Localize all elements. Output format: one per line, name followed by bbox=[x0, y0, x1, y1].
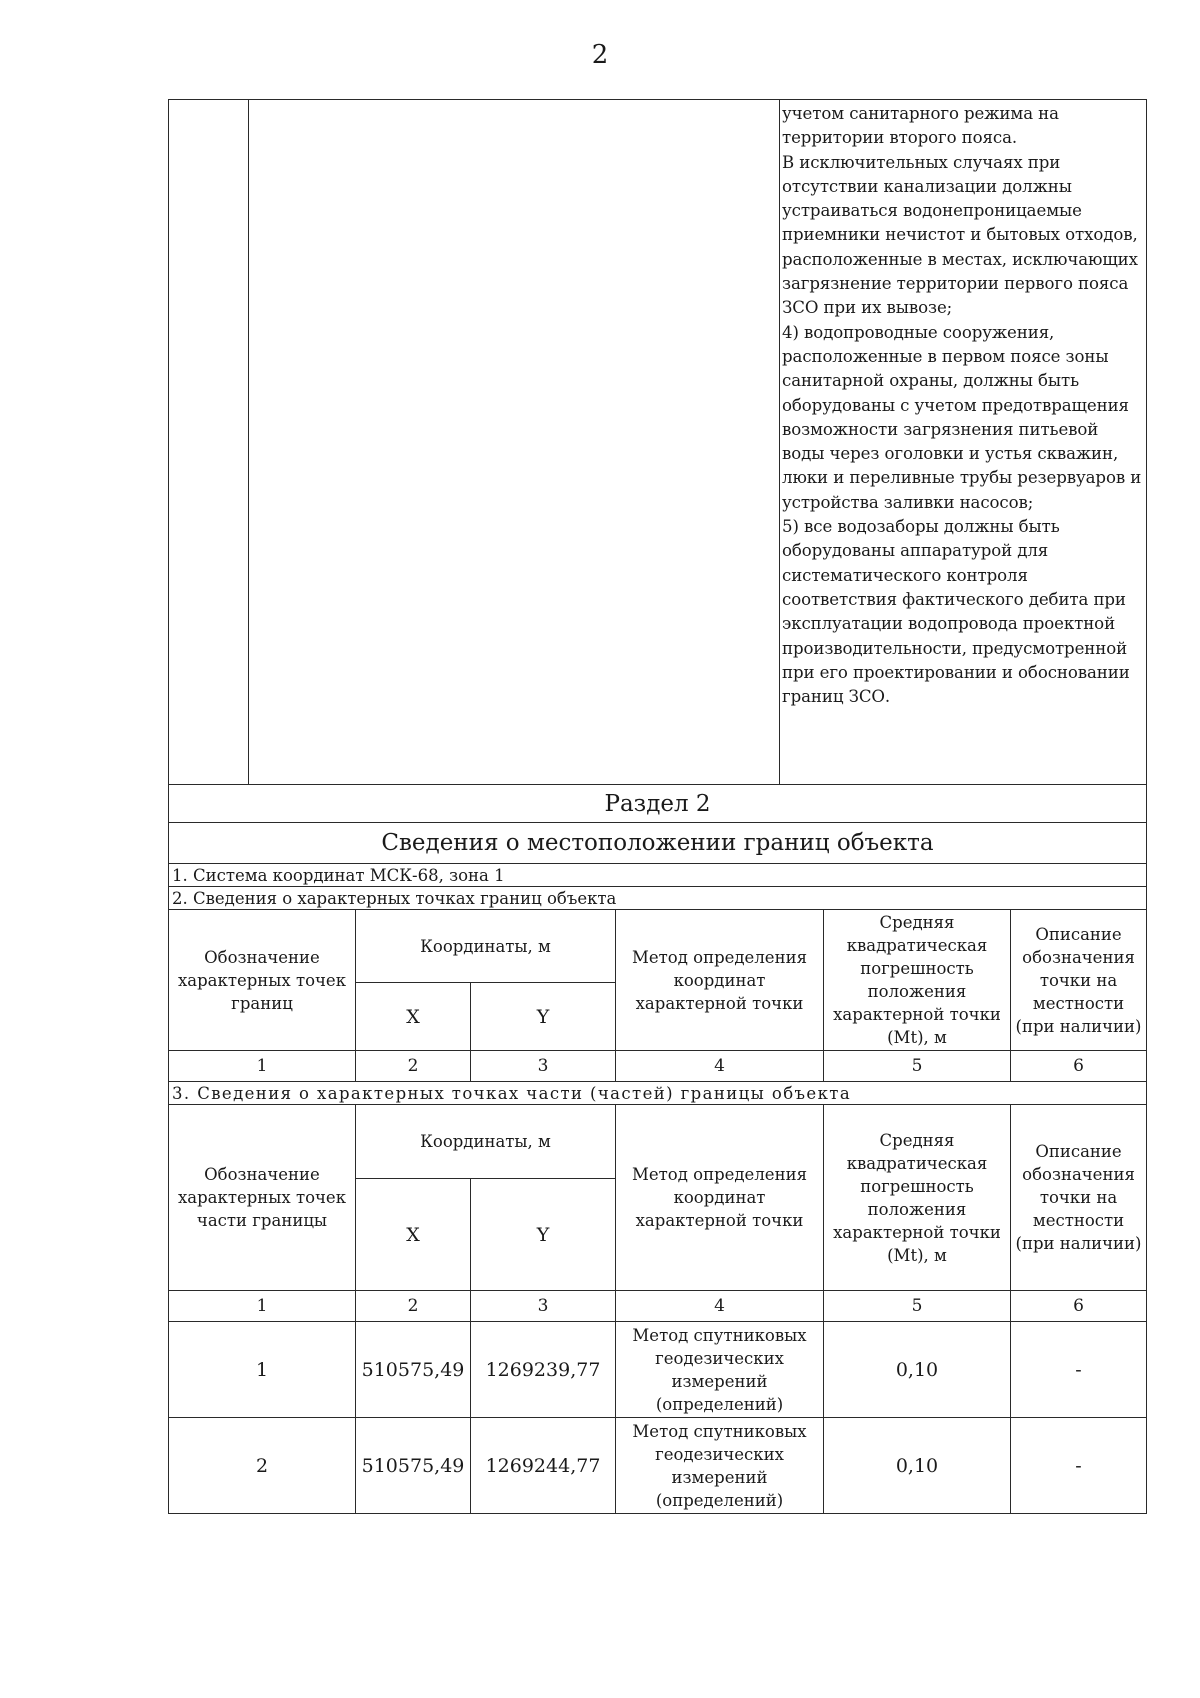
section-title: Раздел 2 bbox=[169, 785, 1147, 823]
coordinate-system-line: 1. Система координат МСК-68, зона 1 bbox=[169, 864, 1147, 887]
text-paragraph: 5) все водозаборы должны быть оборудованы аппаратурой для систематического контроля соответствия фактического дебита при эксплуатации водопровода проектной производительности, предусмотренной при его проектировании и обосновании границ ЗСО. bbox=[782, 517, 1130, 707]
header-error: Средняя квадратическая погрешность положения характерной точки (Mt), м bbox=[824, 910, 1011, 1051]
header-method: Метод определения координат характерной точки bbox=[616, 910, 824, 1051]
column-number: 3 bbox=[471, 1291, 616, 1322]
column-number: 4 bbox=[616, 1291, 824, 1322]
text-paragraph: 4) водопроводные сооружения, расположенные в первом поясе зоны санитарной охраны, должны быть оборудованы с учетом предотвращения возможности загрязнения питьевой воды через оголовки и устья скважин, люки и переливные трубы резервуаров и устройства заливки насосов; bbox=[782, 322, 1142, 512]
column-number: 6 bbox=[1011, 1291, 1147, 1322]
part-boundary-points-heading: 3. Сведения о характерных точках части (частей) границы объекта bbox=[169, 1082, 1147, 1105]
header-x: X bbox=[356, 1179, 471, 1291]
column-number: 4 bbox=[616, 1051, 824, 1082]
section-subtitle: Сведения о местоположении границ объекта bbox=[169, 823, 1147, 864]
column-number: 5 bbox=[824, 1291, 1011, 1322]
empty-number-cell bbox=[169, 100, 249, 785]
column-number: 2 bbox=[356, 1291, 471, 1322]
header-error: Средняя квадратическая погрешность положения характерной точки (Mt), м bbox=[824, 1105, 1011, 1291]
point-x: 510575,49 bbox=[356, 1322, 471, 1418]
column-number: 1 bbox=[169, 1291, 356, 1322]
point-error: 0,10 bbox=[824, 1322, 1011, 1418]
empty-name-cell bbox=[249, 100, 780, 785]
point-id: 2 bbox=[169, 1418, 356, 1514]
point-y: 1269244,77 bbox=[471, 1418, 616, 1514]
continuation-table bbox=[168, 99, 1147, 785]
text-paragraph: В исключительных случаях при отсутствии канализации должны устраиваться водонепроницаемые приемники нечистот и бытовых отходов, расположенные в местах, исключающих загрязнение территории первого пояса ЗСО при их вывозе; bbox=[782, 152, 1138, 318]
point-method: Метод спутниковых геодезических измерений (определений) bbox=[616, 1322, 824, 1418]
header-x: X bbox=[356, 983, 471, 1051]
header-y: Y bbox=[471, 1179, 616, 1291]
column-number: 5 bbox=[824, 1051, 1011, 1082]
header-designation: Обозначение характерных точек границ bbox=[169, 910, 356, 1051]
table-row bbox=[169, 1418, 1147, 1514]
section-2-table bbox=[168, 784, 1147, 1514]
text-paragraph: учетом санитарного режима на территории второго пояса. bbox=[782, 104, 1059, 148]
point-y: 1269239,77 bbox=[471, 1322, 616, 1418]
page-number: 2 bbox=[591, 40, 609, 70]
column-number: 3 bbox=[471, 1051, 616, 1082]
point-description: - bbox=[1011, 1418, 1147, 1514]
point-error: 0,10 bbox=[824, 1418, 1011, 1514]
column-number: 6 bbox=[1011, 1051, 1147, 1082]
header-description: Описание обозначения точки на местности (при наличии) bbox=[1011, 1105, 1147, 1291]
point-description: - bbox=[1011, 1322, 1147, 1418]
header-y: Y bbox=[471, 983, 616, 1051]
header-description: Описание обозначения точки на местности (при наличии) bbox=[1011, 910, 1147, 1051]
header-coordinates: Координаты, м bbox=[356, 910, 616, 983]
point-id: 1 bbox=[169, 1322, 356, 1418]
boundary-points-heading: 2. Сведения о характерных точках границ объекта bbox=[169, 887, 1147, 910]
point-x: 510575,49 bbox=[356, 1418, 471, 1514]
table-row bbox=[169, 1322, 1147, 1418]
header-designation: Обозначение характерных точек части границы bbox=[169, 1105, 356, 1291]
column-number: 1 bbox=[169, 1051, 356, 1082]
column-number: 2 bbox=[356, 1051, 471, 1082]
restrictions-text-cell bbox=[780, 100, 1147, 785]
point-method: Метод спутниковых геодезических измерений (определений) bbox=[616, 1418, 824, 1514]
header-method: Метод определения координат характерной точки bbox=[616, 1105, 824, 1291]
header-coordinates: Координаты, м bbox=[356, 1105, 616, 1179]
